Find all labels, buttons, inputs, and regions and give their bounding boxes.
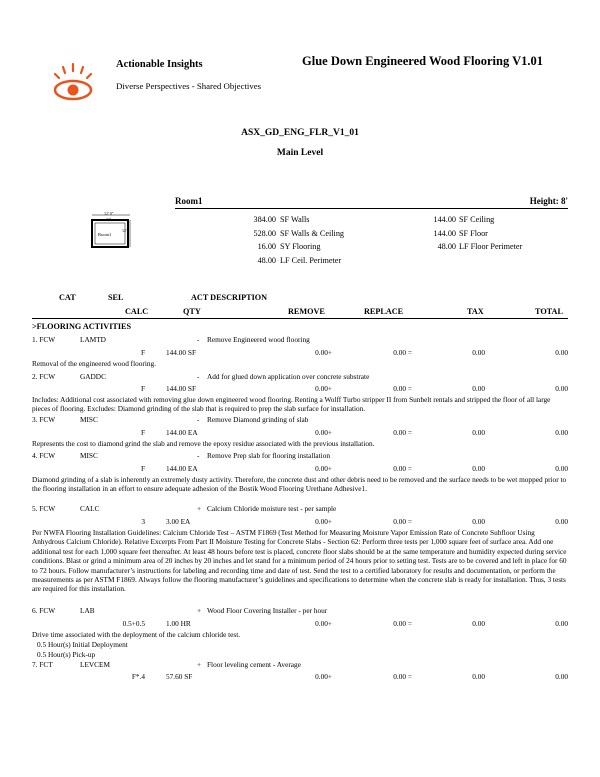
line-item-qty: 144.00 SF (166, 384, 197, 393)
measurement-qty: 16.00 (257, 242, 276, 251)
line-item-description: Remove Engineered wood flooring (207, 335, 310, 344)
line-item-description: Floor leveling cement - Average (207, 660, 301, 669)
line-item-sub-note: 0.5 Hour(s) Pick-up (37, 650, 96, 659)
line-item-description: Calcium Chloride moisture test - per sample (207, 504, 337, 513)
col-header-qty: QTY (183, 307, 201, 316)
room-sketch (86, 212, 134, 248)
line-item-total: 0.00 (555, 428, 568, 437)
line-item-remove: 0.00+ (315, 348, 332, 357)
line-item-qty: 144.00 EA (166, 428, 198, 437)
measurement-qty: 528.00 (253, 229, 276, 238)
line-item-number: 3. FCW (32, 415, 56, 424)
line-item-qty: 3.00 EA (166, 517, 191, 526)
line-item-tax: 0.00 (472, 384, 485, 393)
line-item-number: 5. FCW (32, 504, 56, 513)
estimate-code: ASX_GD_ENG_FLR_V1_01 (241, 128, 359, 138)
line-item-action: - (197, 335, 200, 344)
col-header-act-desc: ACT DESCRIPTION (191, 293, 268, 302)
line-item-note: Includes: Additional cost associated with removing glue down engineered wood flooring. Renting a Wolff Turbo stripper II from Sunbelt rentals and stripped the floor of all large pieces of flooring. Excludes: Diamond grinding of the slab that is required to prep the slab surface for installation. (32, 395, 551, 414)
eye-logo-icon (50, 62, 96, 106)
line-item-note: Drive time associated with the deployment of the calcium chloride test. (32, 630, 241, 639)
line-item-note: Removal of the engineered wood flooring. (32, 359, 157, 368)
line-item-selector: MISC (80, 451, 98, 460)
line-item-total: 0.00 (555, 384, 568, 393)
line-item-calc: 3 (141, 517, 145, 526)
line-item-remove: 0.00+ (315, 464, 332, 473)
line-item-note: Diamond grinding of a slab is inherently an extremely dusty activity. Therefore, the concrete dust and other debris need to be removed and the surface needs to be wet mopped prior to the flooring installation in an effort to ensure adequate adhesion of the Bostik Wood Flooring Urethane Adhesive1. (32, 475, 567, 494)
company-tagline: Diverse Perspectives - Shared Objectives (116, 81, 262, 91)
line-item-number: 6. FCW (32, 606, 56, 615)
line-item-total: 0.00 (555, 348, 568, 357)
company-logo (50, 62, 96, 106)
line-item-qty: 144.00 SF (166, 348, 197, 357)
line-item-selector: LAMTD (80, 335, 106, 344)
line-item-action: - (197, 451, 200, 460)
measurement-label: SY Flooring (280, 242, 321, 251)
line-item-remove: 0.00+ (315, 517, 332, 526)
line-item-action: - (197, 372, 200, 381)
line-item-tax: 0.00 (472, 619, 485, 628)
header-divider (32, 318, 568, 319)
line-item-remove: 0.00+ (315, 672, 332, 681)
line-item-replace: 0.00 = (393, 464, 412, 473)
line-item-number: 2. FCW (32, 372, 56, 381)
line-item-total: 0.00 (555, 464, 568, 473)
line-item-qty: 144.00 EA (166, 464, 198, 473)
sketch-dim-top: 12' 0" (104, 211, 114, 216)
line-item-number: 4. FCW (32, 451, 56, 460)
measurement-qty: 144.00 (433, 229, 456, 238)
document-title: Glue Down Engineered Wood Flooring V1.01 (302, 54, 544, 68)
line-item-description: Add for glued down application over concrete substrate (207, 372, 370, 381)
measurement-qty: 48.00 (437, 242, 456, 251)
room-name: Room1 (175, 196, 203, 206)
line-item-remove: 0.00+ (315, 619, 332, 628)
measurement-qty: 384.00 (253, 215, 276, 224)
line-item-description: Wood Floor Covering Installer - per hour (207, 606, 328, 615)
line-item-total: 0.00 (555, 619, 568, 628)
col-header-total: TOTAL (535, 307, 563, 316)
sketch-room-label: Room1 (98, 232, 112, 237)
line-item-qty: 57.60 SF (166, 672, 193, 681)
line-item-calc: F (140, 348, 145, 357)
line-item-selector: LEVCEM (80, 660, 110, 669)
line-item-description: Remove Prep slab for flooring installation (207, 451, 331, 460)
line-item-calc: F (140, 384, 145, 393)
col-header-remove: REMOVE (288, 307, 325, 316)
col-header-sel: SEL (108, 293, 124, 302)
col-header-tax: TAX (467, 307, 484, 316)
line-item-replace: 0.00 = (393, 517, 412, 526)
line-item-selector: CALC (80, 504, 100, 513)
line-item-tax: 0.00 (472, 464, 485, 473)
col-header-calc: CALC (125, 307, 149, 316)
line-item-tax: 0.00 (472, 428, 485, 437)
sketch-dim-inner: 12' (106, 217, 111, 222)
line-item-action: + (197, 504, 202, 513)
room-height: Height: 8' (529, 196, 568, 206)
line-item-replace: 0.00 = (393, 384, 412, 393)
company-name: Actionable Insights (116, 59, 203, 70)
line-item-remove: 0.00+ (315, 428, 332, 437)
line-item-calc: 0.5+0.5 (122, 619, 145, 628)
line-item-replace: 0.00 = (393, 672, 412, 681)
line-item-number: 1. FCW (32, 335, 56, 344)
sketch-dim-side: 12' (122, 228, 127, 233)
line-item-replace: 0.00 = (393, 348, 412, 357)
line-item-qty: 1.00 HR (166, 619, 191, 628)
measurement-label: SF Floor (459, 229, 488, 238)
room-divider (175, 208, 568, 209)
line-item-selector: MISC (80, 415, 98, 424)
section-title: >FLOORING ACTIVITIES (32, 322, 132, 331)
line-item-selector: LAB (80, 606, 95, 615)
line-item-action: - (197, 415, 200, 424)
line-item-number: 7. FCT (32, 660, 53, 669)
line-item-note: Represents the cost to diamond grind the slab and remove the epoxy residue associated with the previous installation. (32, 439, 375, 448)
measurement-qty: 48.00 (257, 256, 276, 265)
line-item-calc: F (140, 464, 145, 473)
line-item-remove: 0.00+ (315, 384, 332, 393)
line-item-calc: F*.4 (131, 672, 145, 681)
measurement-label: SF Ceiling (459, 215, 495, 224)
line-item-description: Remove Diamond grinding of slab (207, 415, 309, 424)
line-item-tax: 0.00 (472, 517, 485, 526)
line-item-tax: 0.00 (472, 348, 485, 357)
line-item-action: + (197, 660, 202, 669)
line-item-calc: F (140, 428, 145, 437)
measurement-label: SF Walls & Ceiling (280, 229, 345, 238)
line-item-total: 0.00 (555, 517, 568, 526)
line-item-action: + (197, 606, 202, 615)
line-item-selector: GADDC (80, 372, 106, 381)
measurement-qty: 144.00 (433, 215, 456, 224)
col-header-replace: REPLACE (364, 307, 404, 316)
measurement-label: SF Walls (280, 215, 310, 224)
line-item-replace: 0.00 = (393, 619, 412, 628)
line-item-total: 0.00 (555, 672, 568, 681)
line-item-replace: 0.00 = (393, 428, 412, 437)
line-item-sub-note: 0.5 Hour(s) Initial Deployment (37, 640, 128, 649)
line-item-tax: 0.00 (472, 672, 485, 681)
measurement-label: LF Ceil. Perimeter (280, 256, 342, 265)
measurement-label: LF Floor Perimeter (459, 242, 523, 251)
col-header-cat: CAT (59, 293, 76, 302)
line-item-note: Per NWFA Flooring Installation Guidelines: Calcium Chloride Test – ASTM F1869 (Test Method for Measuring Moisture Vapor Emission Rate of Concrete Subfloor Using Anhydrous Calcium Chloride). Relative Excerpts From Part II Moisture Testing for Concrete Slabs - Section 62: Perform three tests per 1,000 square feet of surface area. Add one additional test for each 1,000 square feet thereafter. At least 48 hours before test is placed, concrete floor slabs should be at the same temperature and humidity expected during service conditions. Blast or grind a minimum area of 20 inches by 20 inches and let stand for a minimum period of 24 hours prior to setting test. Tests are to be covered and left in place for 60 to 72 hours. Follow manufacturer’s instructions for labeling and recording time and date of test. Send the test to a certified laboratory for results and documentation, or perform the measurements as per ASTM F1869. Always follow the flooring manufacturer’s guidelines and specifications to determine when the concrete slab is ready for installation. Thus, 3 tests are required for this installation. (32, 528, 567, 594)
level-name: Main Level (276, 148, 324, 158)
